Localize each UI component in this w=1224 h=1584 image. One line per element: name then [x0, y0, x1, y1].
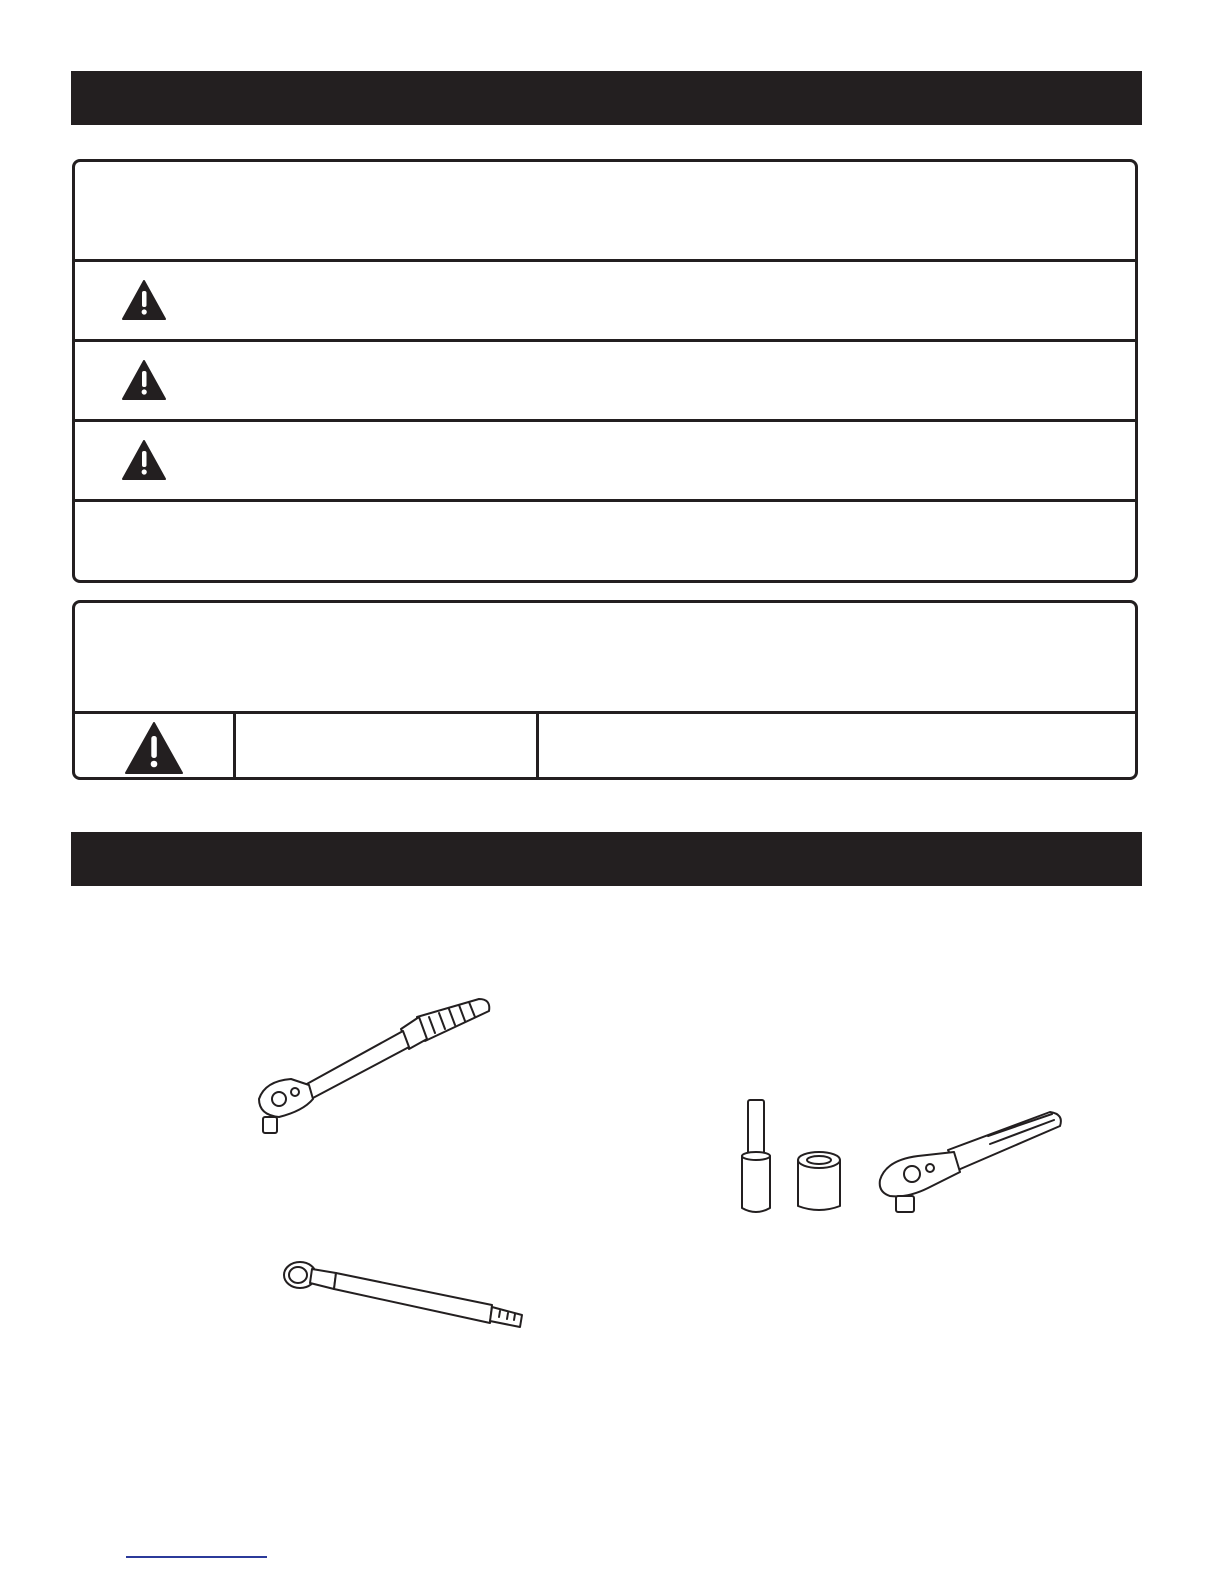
- safety-signal-box: [72, 159, 1138, 583]
- danger-row: [75, 259, 1135, 339]
- symbols-intro-row: [75, 603, 1135, 711]
- tire-gauge-icon: [278, 1255, 528, 1345]
- notice-row: [75, 499, 1135, 583]
- safety-section-header-band: [71, 71, 1142, 125]
- warning-triangle-icon: [121, 359, 167, 401]
- symbols-box: [72, 600, 1138, 780]
- warning-row: [75, 339, 1135, 419]
- tools-section-header-band: [71, 832, 1142, 886]
- footer-link-underline[interactable]: [126, 1556, 267, 1558]
- symbol-row: [75, 711, 1135, 780]
- symbol-divider: [233, 714, 236, 780]
- torque-wrench-icon: [245, 995, 505, 1145]
- name-divider: [536, 714, 539, 780]
- socket-ratchet-icon: [728, 1090, 1068, 1230]
- warning-triangle-icon: [121, 439, 167, 481]
- warning-triangle-icon: [123, 720, 185, 776]
- caution-row: [75, 419, 1135, 499]
- warning-triangle-icon: [121, 279, 167, 321]
- safety-intro-row: [75, 162, 1135, 259]
